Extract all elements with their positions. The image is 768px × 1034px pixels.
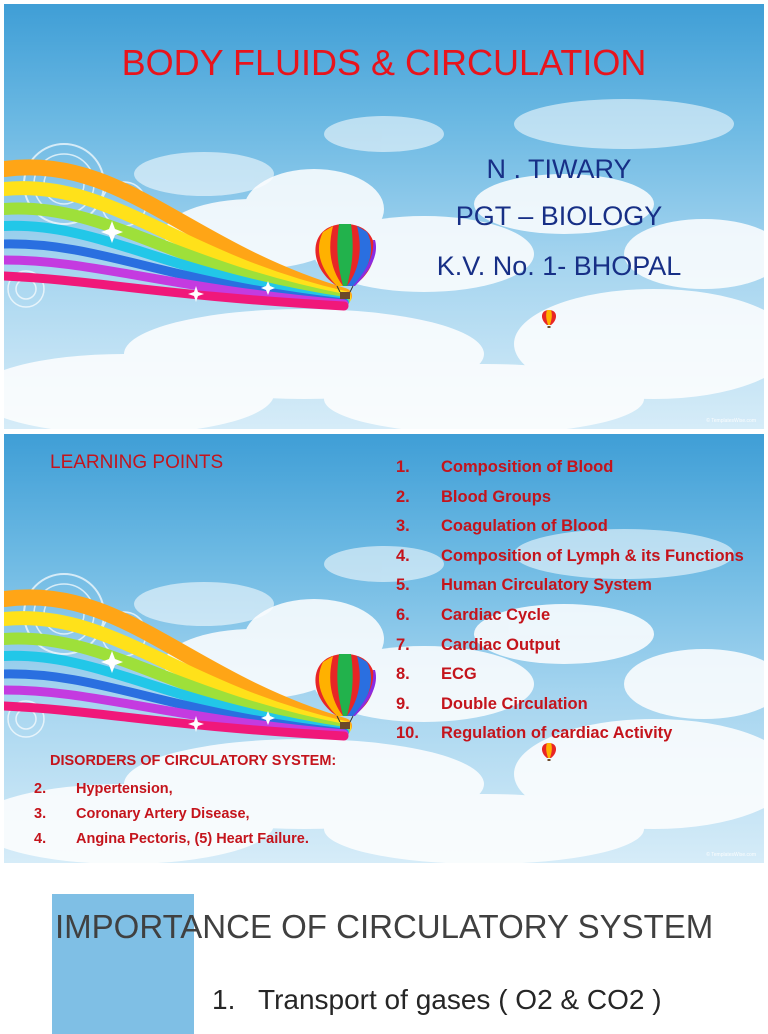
list-item-number: 2. [34, 781, 47, 797]
list-item-number: 9. [396, 694, 410, 713]
list-item-label: Coronary Artery Disease, [76, 806, 250, 822]
list-item-label: Double Circulation [441, 694, 588, 713]
author-name: N . TIWARY [486, 154, 632, 184]
list-item-number: 3. [34, 806, 47, 822]
list-item-label: Angina Pectoris, (5) Heart Failure. [76, 831, 309, 847]
list-item-label: Human Circulatory System [441, 576, 652, 595]
slide-title: IMPORTANCE OF CIRCULATORY SYSTEM [55, 908, 714, 945]
author-school: K.V. No. 1- BHOPAL [436, 251, 682, 281]
disorders-heading: DISORDERS OF CIRCULATORY SYSTEM: [50, 753, 337, 769]
list-item [396, 632, 756, 658]
disorders-list [34, 777, 309, 852]
list-item-number: 2. [396, 487, 410, 506]
list-item [396, 661, 756, 687]
list-item [396, 454, 756, 480]
learning-points-list [396, 454, 756, 750]
list-item-number: 1. [212, 984, 236, 1015]
list-item-label: ECG [441, 665, 477, 684]
list-item-number: 4. [34, 831, 47, 847]
title-slide [4, 4, 764, 429]
list-item [34, 827, 309, 852]
list-item [396, 543, 756, 569]
list-item-number: 10. [396, 724, 419, 743]
list-item [34, 777, 309, 802]
list-item-number: 3. [396, 517, 410, 536]
importance-slide [0, 868, 768, 1024]
template-credit: © TemplatesWise.com [706, 418, 756, 424]
list-item-label: Composition of Lymph & its Functions [441, 546, 744, 565]
list-item [396, 513, 756, 539]
list-item [34, 802, 309, 827]
list-item-number: 1. [396, 458, 410, 476]
list-item-label: Transport of gases ( O2 & CO2 ) [258, 984, 662, 1015]
list-item [396, 602, 756, 628]
list-item-number: 5. [396, 576, 410, 595]
list-item [396, 720, 756, 746]
list-item [212, 984, 662, 1016]
list-item-label: Cardiac Cycle [441, 605, 551, 624]
list-item-label: Coagulation of Blood [441, 517, 608, 536]
slide-title: BODY FLUIDS & CIRCULATION [121, 42, 647, 83]
list-item-number: 6. [396, 605, 410, 624]
template-credit: © TemplatesWise.com [706, 852, 756, 858]
list-item-number: 4. [396, 546, 410, 565]
list-item-label: Regulation of cardiac Activity [441, 724, 673, 743]
learning-points-slide [4, 434, 764, 863]
list-item-label: Composition of Blood [441, 458, 614, 476]
learning-points-heading: LEARNING POINTS [50, 452, 224, 473]
list-item-label: Cardiac Output [441, 635, 561, 654]
author-designation: PGT – BIOLOGY [455, 201, 663, 231]
list-item-number: 7. [396, 635, 410, 654]
list-item-number: 8. [396, 665, 410, 684]
list-item-label: Hypertension, [76, 781, 173, 797]
list-item-label: Blood Groups [441, 487, 551, 506]
list-item [396, 484, 756, 510]
list-item [396, 572, 756, 598]
list-item [396, 691, 756, 717]
